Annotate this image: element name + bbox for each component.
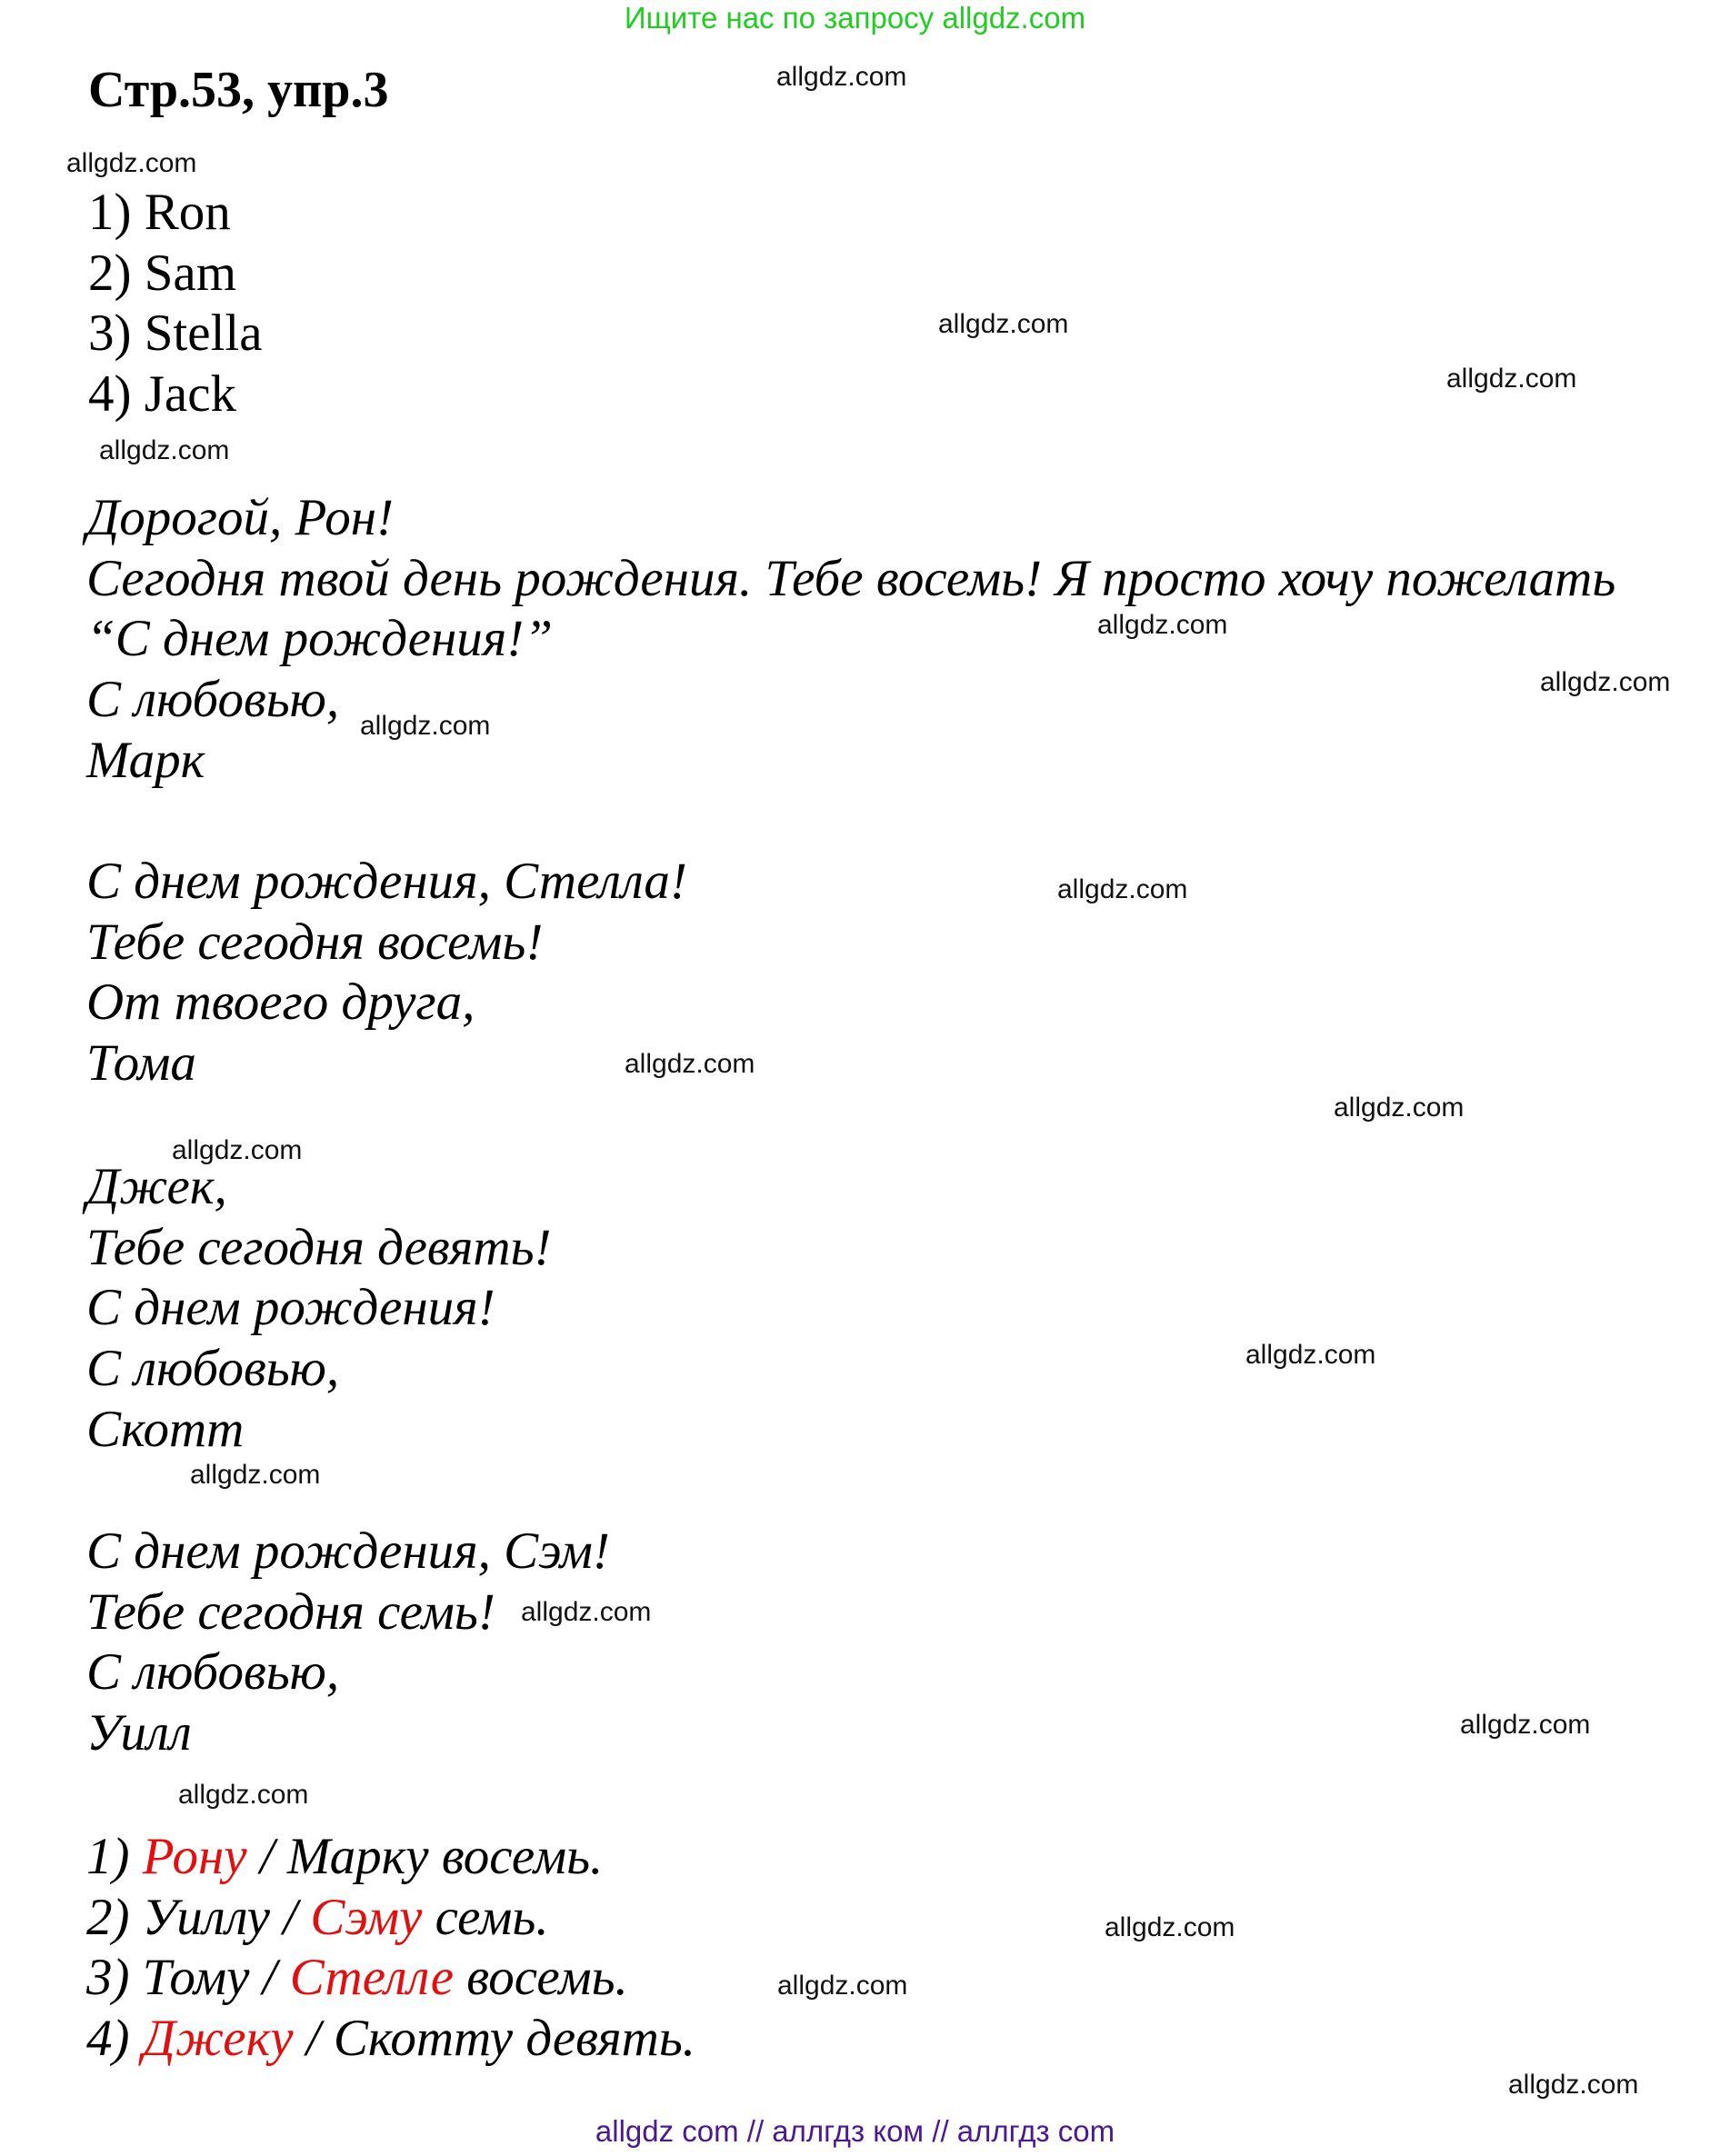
answer-option-correct: Рону (142, 1828, 247, 1885)
watermark: allgdz.com (1540, 667, 1671, 697)
page-title: Стр.53, упр.3 (88, 62, 389, 118)
names-list (88, 183, 263, 425)
card-line: Марк (86, 731, 205, 789)
watermark: allgdz.com (1334, 1093, 1465, 1123)
card-line: С любовью, (86, 1340, 340, 1398)
answers-list (86, 1827, 695, 2070)
answer-number: 2) (86, 1888, 130, 1946)
watermark: allgdz.com (1105, 1912, 1235, 1942)
answer-option-correct: Сэму (310, 1888, 423, 1946)
card-line: Сегодня твой день рождения. Тебе восемь! Я просто хочу пожелать (86, 549, 1616, 607)
card-line: Дорогой, Рон! (86, 489, 395, 546)
card-line: Уилл (86, 1704, 192, 1762)
card-line: С днем рождения, Стелла! (86, 853, 687, 910)
list-item: 1) Ron (88, 184, 231, 241)
answer-separator: / (293, 2010, 334, 2068)
watermark: allgdz.com (66, 148, 197, 178)
answer-option: Марку (286, 1828, 429, 1885)
card-sam (86, 1522, 610, 1764)
watermark: allgdz.com (777, 1971, 908, 2001)
answer-number: 3) (86, 1949, 130, 2007)
answer-option: Тому (142, 1949, 250, 2007)
list-item: 2) Sam (88, 244, 237, 302)
search-hint-banner: Ищите нас по запросу allgdz.com (624, 1, 1086, 35)
watermark: allgdz.com (172, 1135, 303, 1165)
answer-number: 4) (86, 2010, 130, 2068)
card-line: Тома (86, 1034, 196, 1093)
answer-separator: / (246, 1828, 287, 1885)
card-jack (86, 1157, 552, 1460)
answer-item (86, 1948, 695, 2009)
answer-item (86, 1888, 695, 1949)
answer-separator: / (269, 1888, 311, 1946)
watermark: allgdz.com (938, 309, 1069, 339)
card-line: От твоего друга, (86, 973, 475, 1032)
answer-option-correct: Стелле (289, 1949, 455, 2007)
card-line: “С днем рождения!” (86, 610, 553, 668)
watermark: allgdz.com (1460, 1710, 1591, 1740)
watermark: allgdz.com (1508, 2070, 1639, 2100)
watermark: allgdz.com (360, 711, 491, 741)
watermark: allgdz.com (99, 435, 230, 465)
answer-option: Скотту (333, 2010, 514, 2068)
card-line: Скотт (86, 1400, 245, 1458)
list-item: 4) Jack (88, 365, 237, 424)
watermark: allgdz.com (1446, 364, 1577, 394)
answer-item (86, 1827, 695, 1888)
answer-rest: восемь. (428, 1828, 604, 1885)
watermark: allgdz.com (1245, 1340, 1376, 1370)
card-stella (86, 852, 687, 1094)
watermark: allgdz.com (1057, 874, 1188, 904)
list-item: 3) Stella (88, 304, 263, 363)
card-line: С любовью, (86, 1643, 340, 1702)
answer-option: Уиллу (142, 1888, 270, 1946)
footer-links[interactable]: allgdz com // аллгдз ком // аллгдз com (595, 2114, 1115, 2148)
card-line: Джек, (86, 1158, 227, 1215)
card-line: С днем рождения, Сэм! (86, 1522, 610, 1580)
answer-rest: восемь. (454, 1949, 628, 2007)
answer-number: 1) (86, 1828, 130, 1885)
card-line: Тебе сегодня девять! (86, 1218, 552, 1276)
card-line: Тебе сегодня восемь! (86, 913, 544, 971)
card-line: Тебе сегодня семь! (86, 1582, 495, 1641)
watermark: allgdz.com (190, 1460, 321, 1490)
answer-option-correct: Джеку (142, 2010, 294, 2068)
answer-rest: семь. (422, 1888, 549, 1946)
watermark: allgdz.com (625, 1049, 755, 1079)
card-line: С любовью, (86, 671, 340, 729)
watermark: allgdz.com (178, 1780, 309, 1810)
card-line: С днем рождения! (86, 1279, 495, 1337)
card-ron (86, 488, 1615, 791)
watermark: allgdz.com (776, 62, 907, 92)
answer-rest: девять. (513, 2010, 696, 2068)
watermark: allgdz.com (1097, 610, 1228, 640)
answer-item (86, 2009, 695, 2070)
answer-separator: / (249, 1949, 290, 2007)
watermark: allgdz.com (521, 1597, 652, 1627)
